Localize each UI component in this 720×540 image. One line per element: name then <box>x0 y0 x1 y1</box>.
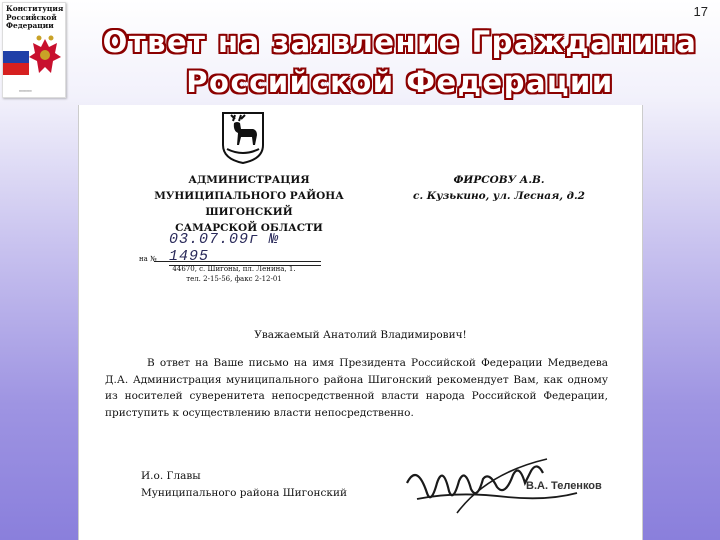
recipient-address: с. Кузькино, ул. Лесная, д.2 <box>413 190 585 202</box>
handwritten-date-number: 03.07.09г № 1495 <box>169 231 321 266</box>
recipient-block <box>409 172 589 204</box>
slide-title-line: Ответ на заявление Гражданина <box>102 25 698 59</box>
slide-number: 17 <box>693 4 708 19</box>
signatory-role-line: Муниципального района Шигонский <box>141 487 347 499</box>
deer-coat-of-arms-icon <box>219 109 267 165</box>
book-title-line: Российской <box>6 12 57 22</box>
double-headed-eagle-icon <box>27 33 63 79</box>
book-footer-mark: ━━━━━━━ <box>19 89 32 93</box>
letter-greeting: Уважаемый Анатолий Владимирович! <box>254 329 467 341</box>
signer-name: В.А. Теленков <box>526 480 602 492</box>
slide-title-line: Российской Федерации <box>186 65 614 99</box>
signatory-role-line: И.о. Главы <box>141 470 201 482</box>
reference-number-label: на № <box>139 255 157 263</box>
sender-line: ШИГОНСКИЙ <box>205 206 293 218</box>
sender-block <box>139 172 359 236</box>
reference-number-line <box>154 261 321 262</box>
sender-address <box>159 265 309 284</box>
constitution-book-image <box>2 2 66 98</box>
book-title-line: Конституция <box>6 4 64 13</box>
letter-body: В ответ на Ваше письмо на имя Президента Российской Федерации Медведева Д.А. Администрация муниципального района Шигонский рекомендует Вам, как одному из носителей суверенитета непосредственной власти народа Российской Федерации, приступить к осуществлению власти непосредственно. <box>105 357 608 419</box>
slide-title <box>80 22 720 102</box>
sender-line: АДМИНИСТРАЦИЯ <box>188 174 310 186</box>
book-title <box>6 5 64 31</box>
sender-line: САМАРСКОЙ ОБЛАСТИ <box>175 222 323 234</box>
sender-line: МУНИЦИПАЛЬНОГО РАЙОНА <box>154 190 344 202</box>
russian-flag-icon <box>3 39 29 75</box>
sender-phone-line: тел. 2-15-56, факс 2-12-01 <box>186 274 282 283</box>
sender-address-line: 44670, с. Шигоны, пл. Ленина, 1. <box>172 265 296 273</box>
signatory-role <box>141 468 347 502</box>
letter-document <box>78 105 643 540</box>
recipient-name: ФИРСОВУ А.В. <box>453 174 545 186</box>
book-title-line: Федерации <box>6 21 54 30</box>
